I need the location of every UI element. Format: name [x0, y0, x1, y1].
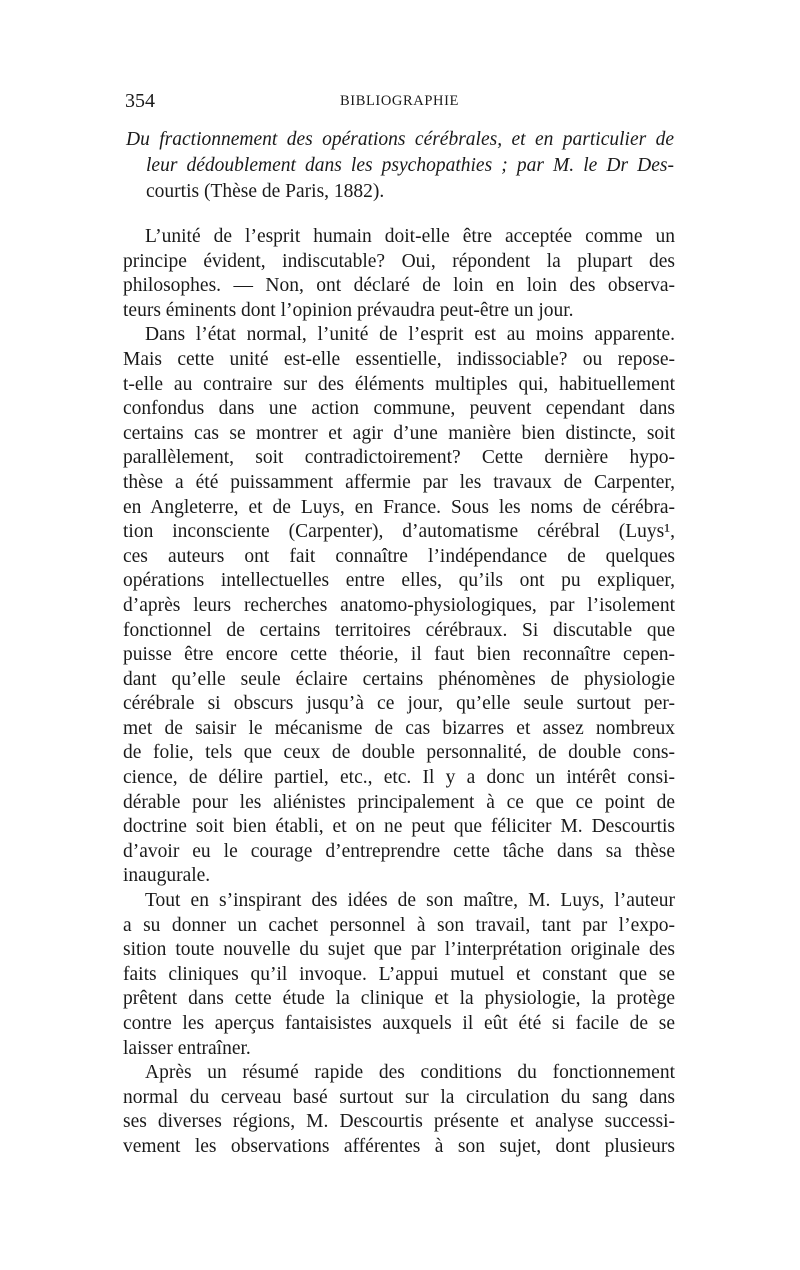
- page-number: 354: [125, 90, 155, 112]
- text-line: cience, de délire partiel, etc., etc. Il y a donc un intérêt consi-: [123, 767, 675, 789]
- text-line: prêtent dans cette étude la clinique et la physiologie, la protège: [123, 988, 675, 1010]
- text-line: a su donner un cachet personnel à son travail, tant par l’expo-: [123, 914, 675, 936]
- text-line: dérable pour les aliénistes principalement à ce que ce point de: [123, 791, 675, 813]
- text-line: doctrine soit bien établi, et on ne peut que féliciter M. Descourtis: [123, 816, 675, 838]
- review-body: [123, 225, 675, 1160]
- text-line: ces auteurs ont fait connaître l’indépendance de quelques: [123, 545, 675, 567]
- paragraph-2: [123, 323, 675, 889]
- book-citation: [126, 127, 674, 205]
- text-line: fonctionnel de certains territoires cérébraux. Si discutable que: [123, 619, 675, 641]
- text-line: parallèlement, soit contradictoirement? Cette dernière hypo-: [123, 447, 675, 469]
- text-line: faits cliniques qu’il invoque. L’appui mutuel et constant que se: [123, 963, 675, 985]
- text-line: d’avoir eu le courage d’entreprendre cette tâche dans sa thèse: [123, 840, 675, 862]
- text-line: opérations intellectuelles entre elles, qu’ils ont pu expliquer,: [123, 570, 675, 592]
- citation-line: courtis (Thèse de Paris, 1882).: [146, 181, 385, 202]
- text-line: inaugurale.: [123, 865, 211, 887]
- text-line: tion inconsciente (Carpenter), d’automatisme cérébral (Luys¹,: [123, 521, 675, 543]
- paragraph-1: [123, 225, 675, 323]
- text-line: ses diverses régions, M. Descourtis présente et analyse successi-: [123, 1111, 675, 1133]
- text-line: laisser entraîner.: [123, 1037, 251, 1059]
- text-line: thèse a été puissamment affermie par les travaux de Carpenter,: [123, 471, 675, 493]
- text-line: vement les observations afférentes à son sujet, dont plusieurs: [123, 1135, 675, 1157]
- paragraph-4: [123, 1061, 675, 1159]
- text-line: L’unité de l’esprit humain doit-elle être acceptée comme un: [145, 226, 675, 247]
- citation-line: [126, 153, 674, 179]
- text-line: d’après leurs recherches anatomo-physiologiques, par l’isolement: [123, 594, 675, 616]
- text-line: de folie, tels que ceux de double personnalité, de double cons-: [123, 742, 675, 764]
- text-line: Mais cette unité est-elle essentielle, indissociable? ou repose-: [123, 348, 675, 370]
- text-line: en Angleterre, et de Luys, en France. Sous les noms de cérébra-: [123, 496, 675, 518]
- paragraph-3: [123, 889, 675, 1061]
- text-line: philosophes. — Non, ont déclaré de loin en loin des observa-: [123, 275, 675, 297]
- text-line: Tout en s’inspirant des idées de son maître, M. Luys, l’auteur: [145, 890, 675, 912]
- text-line: puisse être encore cette théorie, il faut bien reconnaître cepen-: [123, 644, 675, 666]
- text-line: certains cas se montrer et agir d’une manière bien distincte, soit: [123, 422, 675, 444]
- text-line: Dans l’état normal, l’unité de l’esprit est au moins apparente.: [145, 324, 675, 346]
- running-title: BIBLIOGRAPHIE: [340, 93, 459, 109]
- text-line: dant qu’elle seule éclaire certains phénomènes de physiologie: [123, 668, 675, 690]
- text-line: teurs éminents dont l’opinion prévaudra peut-être un jour.: [123, 299, 574, 321]
- text-line: cérébrale si obscurs jusqu’à ce jour, qu’elle seule surtout per-: [123, 693, 675, 715]
- page-header: [125, 90, 680, 116]
- text-line: met de saisir le mécanisme de cas bizarres et assez nombreux: [123, 717, 675, 739]
- text-line: principe évident, indiscutable? Oui, répondent la plupart des: [123, 250, 675, 272]
- text-line: confondus dans une action commune, peuvent cependant dans: [123, 398, 675, 420]
- text-line: t-elle au contraire sur des éléments multiples qui, habituellement: [123, 373, 675, 395]
- text-line: contre les aperçus fantaisistes auxquels il eût été si facile de se: [123, 1013, 675, 1034]
- citation-title-part: leur dédoublement dans les psychopathies ; par M. le Dr Des-: [146, 155, 674, 176]
- text-line: normal du cerveau basé surtout sur la circulation du sang dans: [123, 1086, 675, 1108]
- citation-line: Du fractionnement des opérations cérébrales, et en particulier de: [126, 129, 674, 150]
- text-line: Après un résumé rapide des conditions du fonctionnement: [145, 1062, 675, 1084]
- text-line: sition toute nouvelle du sujet que par l’interprétation originale des: [123, 939, 675, 961]
